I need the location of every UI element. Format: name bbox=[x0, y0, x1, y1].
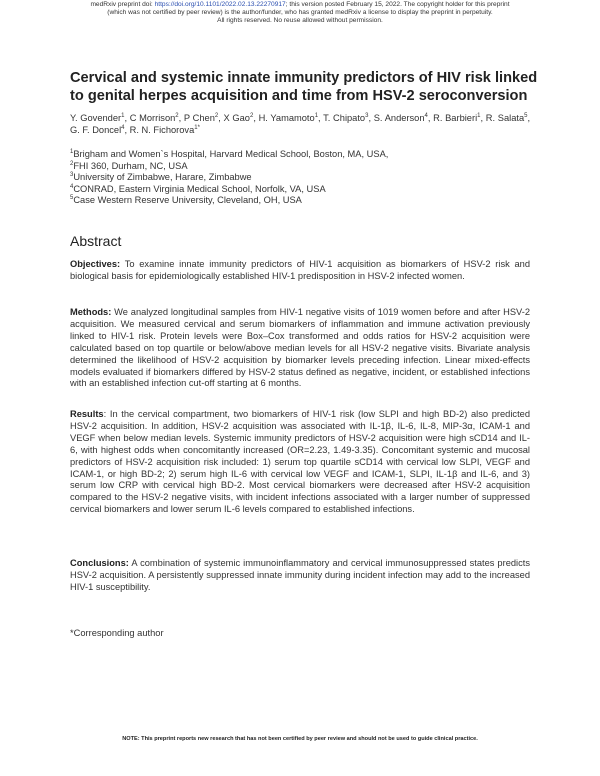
banner-prefix: medRxiv preprint doi: bbox=[90, 1, 155, 8]
author-affiliation-marker: 4 bbox=[424, 112, 428, 119]
corresponding-author-note: *Corresponding author bbox=[70, 628, 164, 638]
methods-label: Methods: bbox=[70, 307, 112, 317]
author-affiliation-marker: 3 bbox=[365, 112, 369, 119]
methods-text: We analyzed longitudinal samples from HIV-1 negative visits of 1019 women before and after HSV-2 acquisition. We measured cervical and serum biomarkers of inflammation and immune activation previously linked to HIV-1 risk. Protein levels were Box–Cox transformed and odds ratios for HSV-2 acquisition were calculated based on top quartile or below/above median levels for all HSV-2 negative visits. Bivariate analysis determined the likelihood of HSV-2 acquisition by biomarker levels preceding infection. Linear mixed-effects models evaluated if biomarkers differed by HSV-2 status defined as negative, incident, or established infections with an established infection cut-off starting at 6 months. bbox=[70, 307, 530, 389]
author-name: Y. Govender bbox=[70, 113, 122, 123]
author-affiliation-marker: 4 bbox=[121, 124, 125, 131]
affiliation-marker: 3 bbox=[70, 172, 74, 179]
author-affiliation-marker: 1* bbox=[194, 124, 200, 131]
affiliation-text: CONRAD, Eastern Virginia Medical School, Norfolk, VA, USA bbox=[73, 183, 326, 194]
author-name: H. Yamamoto bbox=[258, 113, 315, 123]
author-affiliation-marker: 5 bbox=[524, 112, 528, 119]
author-name: X Gao bbox=[223, 113, 250, 123]
objectives-text: To examine innate immunity predictors of HIV-1 acquisition as biomarkers of HSV-2 risk and biological basis for epidemiologically established HIV-1 predisposition in HSV-2 infected women. bbox=[70, 259, 530, 281]
author-name: R. Barbieri bbox=[433, 113, 478, 123]
author-name: C Morrison bbox=[129, 113, 176, 123]
results-label: Results bbox=[70, 409, 104, 419]
affiliation-marker: 5 bbox=[70, 195, 74, 202]
abstract-heading: Abstract bbox=[70, 233, 122, 249]
author-affiliation-marker: 2 bbox=[214, 112, 219, 119]
affiliation-text: FHI 360, Durham, NC, USA bbox=[73, 160, 188, 171]
abstract-objectives bbox=[70, 259, 530, 283]
author-name: G. F. Doncel bbox=[70, 125, 122, 135]
conclusions-label: Conclusions: bbox=[70, 558, 129, 568]
affiliation-marker: 4 bbox=[70, 183, 74, 190]
preprint-banner bbox=[0, 1, 600, 26]
abstract-methods bbox=[70, 307, 530, 390]
paper-title: Cervical and systemic innate immunity predictors of HIV risk linked to genital herpes acquisition and time from HSV-2 seroconversion bbox=[70, 70, 538, 104]
author-name: R. Salata bbox=[485, 113, 525, 123]
author-affiliation-marker: 2 bbox=[249, 112, 254, 119]
author-affiliation-marker: 1 bbox=[477, 112, 481, 119]
conclusions-text: A combination of systemic immunoinflammatory and cervical immunosuppressed states predicts HSV-2 acquisition. A persistently suppressed innate immunity during incident infection may add to the increased HIV-1 susceptibility. bbox=[70, 558, 530, 592]
objectives-label: Objectives: bbox=[70, 259, 121, 269]
banner-line-3: All rights reserved. No reuse allowed without permission. bbox=[217, 17, 383, 25]
author-affiliation-marker: 1 bbox=[121, 112, 125, 119]
doi-link[interactable]: https://doi.org/10.1101/2022.02.13.22270917 bbox=[154, 1, 286, 8]
affiliation-text: Brigham and Women`s Hospital, Harvard Medical School, Boston, MA, USA, bbox=[73, 149, 389, 159]
author-affiliation-marker: 2 bbox=[175, 112, 179, 119]
author-name: P Chen bbox=[183, 113, 215, 123]
author-affiliation-marker: 1 bbox=[314, 112, 319, 119]
abstract-results bbox=[70, 409, 530, 516]
author-name: S. Anderson bbox=[373, 113, 425, 123]
affiliation-marker: 1 bbox=[70, 148, 74, 155]
preprint-footer-note: NOTE: This preprint reports new research that has not been certified by peer review and should not be used to guide clinical practice. bbox=[122, 736, 478, 742]
affiliation-list bbox=[70, 149, 530, 207]
affiliation-text: University of Zimbabwe, Harare, Zimbabwe bbox=[73, 172, 252, 183]
banner-line-1 bbox=[0, 1, 600, 9]
affiliation-marker: 2 bbox=[70, 160, 74, 167]
results-text: : In the cervical compartment, two biomarkers of HIV-1 risk (low SLPI and high BD-2) also predicted HSV-2 acquisition. In addition, HSV-2 acquisition was associated with IL-1β, IL-6, IL-8, MIP-3α, ICAM-1 and VEGF when below median levels. Systemic immunity predictors of HSV-2 acquisition were high sCD14 and IL-6, with highest odds when concomitantly increased (OR=2.23, 1.49-3.35). Concomitant systemic and mucosal predictors of HSV-2 acquisition risk included: 1) serum top quartile sCD14 with cervical low SLPI, VEGF and ICAM-1, or high BD-2; 2) serum high IL-6 with cervical low VEGF and ICAM-1, SLPI, IL-1β and IL-6, and 3) serum low CRP with cervical high BD-2. Most cervical biomarkers were decreased after HSV-2 acquisition compared to the HSV-2 negative visits, with incident infections associated with a larger number of suppressed cervical biomarkers and lower serum IL-6 levels compared to established infections. bbox=[70, 409, 530, 515]
affiliation-item bbox=[70, 172, 530, 184]
banner-line-2: (which was not certified by peer review) is the author/funder, who has granted medRxiv a license to display the preprint in perpetuity. bbox=[107, 9, 493, 17]
abstract-conclusions bbox=[70, 558, 530, 594]
banner-suffix: ; this version posted February 15, 2022. The copyright holder for this preprint bbox=[285, 1, 510, 8]
affiliation-item bbox=[70, 195, 530, 207]
affiliation-item bbox=[70, 161, 530, 173]
author-name: T. Chipato bbox=[323, 113, 366, 123]
affiliation-item bbox=[70, 149, 530, 161]
affiliation-item bbox=[70, 184, 530, 196]
affiliation-text: Case Western Reserve University, Cleveland, OH, USA bbox=[73, 195, 302, 206]
author-name: R. N. Fichorova bbox=[129, 125, 195, 135]
author-list: Y. Govender$^1$, C Morrison$^2$, P Chen$^2$, X Gao$^2$, H. Yamamoto$^1$, T. Chipato$^3$, S. Anderson$^4$, R. Barbieri$^1$, R. Salata$^5$, G. F. Doncel$^4$, R. N. Fichorova$^{1*}$ bbox=[70, 112, 531, 135]
